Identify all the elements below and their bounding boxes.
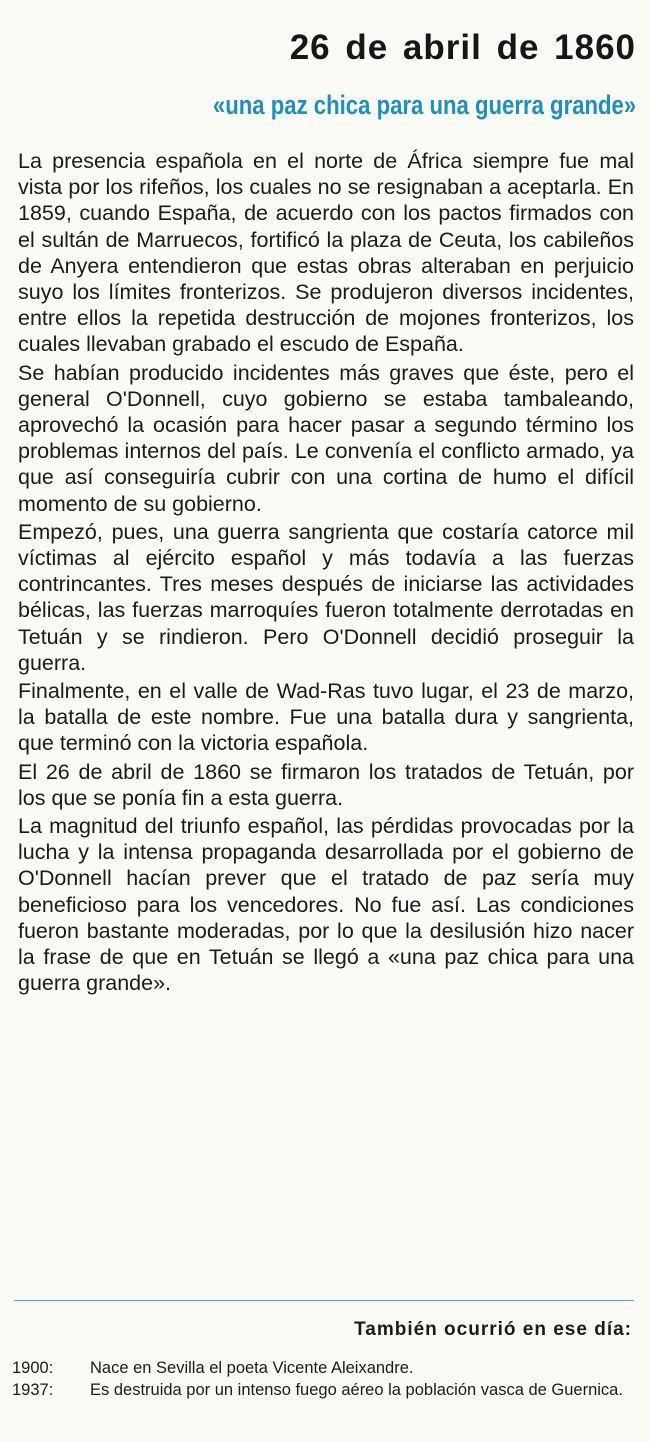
article-body: [18, 148, 634, 999]
paragraph: Empezó, pues, una guerra sangrienta que costaría catorce mil víctimas al ejército español y más todavía a las fuerzas contrincantes. Tres meses después de iniciarse las actividades bélicas, las fuerzas marroquíes fueron totalmente derrotadas en Tetuán y se rindieron. Pero O'Donnell decidió proseguir la guerra.: [18, 519, 634, 675]
paragraph: La magnitud del triunfo español, las pérdidas provocadas por la lucha y la intensa propaganda desarrollada por el gobierno de O'Donnell hacían prever que el tratado de paz sería muy beneficioso para los vencedores. No fue así. Las condiciones fueron bastante moderadas, por lo que la desilusión hizo nacer la frase de que en Tetuán se llegó a «una paz chica para una guerra grande».: [18, 814, 634, 996]
event-year: 1900:: [12, 1359, 54, 1377]
event-text: Nace en Sevilla el poeta Vicente Aleixandre.: [90, 1359, 414, 1377]
event-item: [12, 1358, 634, 1378]
section-divider: [14, 1300, 634, 1301]
paragraph: El 26 de abril de 1860 se firmaron los tratados de Tetuán, por los que se ponía fin a esta guerra.: [18, 759, 634, 810]
event-year: 1937:: [12, 1381, 54, 1399]
paragraph: Finalmente, en el valle de Wad-Ras tuvo lugar, el 23 de marzo, la batalla de este nombre. Fue una batalla dura y sangrienta, que terminó con la victoria española.: [18, 679, 634, 756]
paragraph: La presencia española en el norte de África siempre fue mal vista por los rifeños, los cuales no se resignaban a aceptarla. En 1859, cuando España, de acuerdo con los pactos firmados con el sultán de Marruecos, fortificó la plaza de Ceuta, los cabileños de Anyera entendieron que estas obras alteraban en perjuicio suyo los límites fronterizos. Se produjeron diversos incidentes, entre ellos la repetida destrucción de mojones fronterizos, los cuales llevaban grabado el escudo de España.: [18, 149, 634, 357]
subtitle: «una paz chica para una guerra grande»: [212, 90, 636, 120]
also-happened-heading: También ocurrió en ese día:: [354, 1319, 632, 1340]
paragraph: Se habían producido incidentes más graves que éste, pero el general O'Donnell, cuyo gobierno se estaba tambaleando, aprovechó la ocasión para hacer pasar a segundo término los problemas internos del país. Le convenía el conflicto armado, ya que así conseguiría cubrir con una cortina de humo el difícil momento de su gobierno.: [18, 360, 634, 516]
page-title: 26 de abril de 1860: [289, 28, 636, 67]
event-item: [12, 1380, 634, 1400]
event-text: Es destruida por un intenso fuego aéreo la población vasca de Guernica.: [90, 1381, 623, 1399]
events-list: [12, 1358, 634, 1402]
